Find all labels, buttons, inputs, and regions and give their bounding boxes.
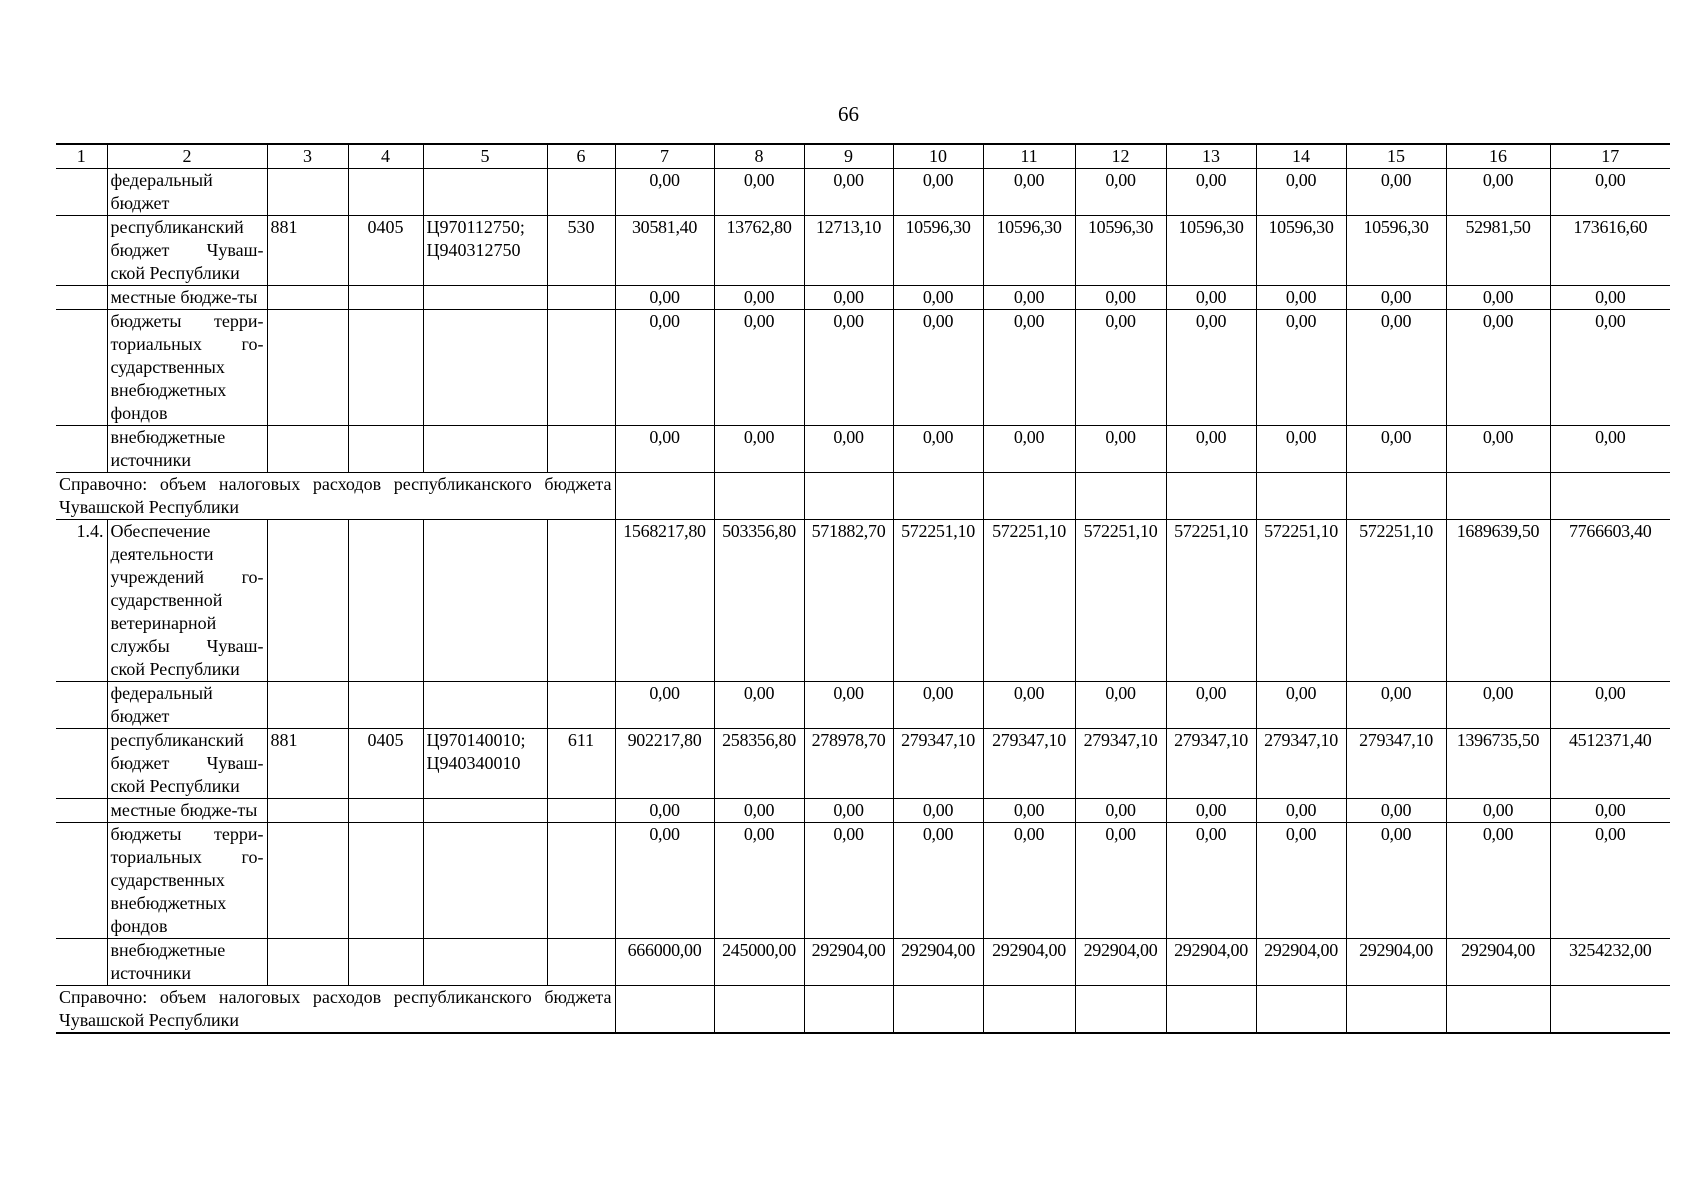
value-cell: 571882,70 — [804, 520, 893, 682]
column-number: 3 — [267, 144, 348, 169]
value-cell: 0,00 — [983, 169, 1075, 216]
funding-source: бюджеты терри-ториальных го-сударственных внебюджетных фондов — [107, 310, 267, 426]
empty-value-cell — [893, 473, 983, 520]
target-article-code — [423, 169, 547, 216]
row-number — [56, 426, 107, 473]
value-cell: 0,00 — [1446, 310, 1550, 426]
value-cell: 0,00 — [1550, 823, 1670, 939]
funding-source: внебюджетные источники — [107, 426, 267, 473]
value-cell: 0,00 — [1446, 799, 1550, 823]
value-cell: 0,00 — [1346, 286, 1446, 310]
empty-value-cell — [1446, 473, 1550, 520]
value-cell: 0,00 — [1075, 310, 1166, 426]
value-cell: 0,00 — [714, 169, 804, 216]
value-cell: 0,00 — [615, 799, 714, 823]
column-number: 8 — [714, 144, 804, 169]
value-cell: 0,00 — [1075, 823, 1166, 939]
reference-note-row — [56, 986, 1670, 1034]
target-article-code — [423, 823, 547, 939]
column-number: 2 — [107, 144, 267, 169]
column-number: 7 — [615, 144, 714, 169]
table-row — [56, 286, 1670, 310]
value-cell: 0,00 — [615, 286, 714, 310]
page-number: 66 — [838, 102, 859, 126]
value-cell: 0,00 — [1346, 682, 1446, 729]
empty-value-cell — [615, 986, 714, 1034]
value-cell: 292904,00 — [1075, 939, 1166, 986]
value-cell: 0,00 — [893, 426, 983, 473]
value-cell: 0,00 — [714, 823, 804, 939]
empty-value-cell — [983, 473, 1075, 520]
budget-code — [267, 799, 348, 823]
empty-value-cell — [1166, 473, 1256, 520]
value-cell: 258356,80 — [714, 729, 804, 799]
value-cell: 0,00 — [1075, 799, 1166, 823]
value-cell: 292904,00 — [893, 939, 983, 986]
expense-type-code: 530 — [547, 216, 615, 286]
value-cell: 0,00 — [1346, 823, 1446, 939]
funding-source: местные бюдже-ты — [107, 286, 267, 310]
budget-code: 881 — [267, 729, 348, 799]
budget-code — [267, 310, 348, 426]
empty-value-cell — [983, 986, 1075, 1034]
target-article-code: Ц970112750; Ц940312750 — [423, 216, 547, 286]
value-cell: 0,00 — [893, 823, 983, 939]
value-cell: 572251,10 — [1166, 520, 1256, 682]
value-cell: 572251,10 — [1256, 520, 1346, 682]
value-cell: 0,00 — [983, 310, 1075, 426]
table-row — [56, 216, 1670, 286]
table-row — [56, 310, 1670, 426]
value-cell: 292904,00 — [1446, 939, 1550, 986]
value-cell: 0,00 — [983, 799, 1075, 823]
value-cell: 503356,80 — [714, 520, 804, 682]
row-number: 1.4. — [56, 520, 107, 682]
value-cell: 1689639,50 — [1446, 520, 1550, 682]
column-number: 14 — [1256, 144, 1346, 169]
column-number: 4 — [348, 144, 423, 169]
target-article-code — [423, 682, 547, 729]
value-cell: 279347,10 — [1075, 729, 1166, 799]
value-cell: 0,00 — [1346, 426, 1446, 473]
section-code — [348, 286, 423, 310]
reference-note-row — [56, 473, 1670, 520]
value-cell: 10596,30 — [1256, 216, 1346, 286]
value-cell: 279347,10 — [1346, 729, 1446, 799]
value-cell: 0,00 — [1166, 682, 1256, 729]
section-code — [348, 426, 423, 473]
funding-source: федеральный бюджет — [107, 169, 267, 216]
budget-code — [267, 823, 348, 939]
value-cell: 0,00 — [893, 682, 983, 729]
empty-value-cell — [1346, 986, 1446, 1034]
column-number: 15 — [1346, 144, 1446, 169]
value-cell: 10596,30 — [1075, 216, 1166, 286]
section-code: 0405 — [348, 729, 423, 799]
value-cell: 572251,10 — [1346, 520, 1446, 682]
row-number — [56, 310, 107, 426]
section-code — [348, 520, 423, 682]
section-code — [348, 823, 423, 939]
funding-source: внебюджетные источники — [107, 939, 267, 986]
value-cell: 1568217,80 — [615, 520, 714, 682]
empty-value-cell — [1166, 986, 1256, 1034]
budget-code: 881 — [267, 216, 348, 286]
row-number — [56, 729, 107, 799]
value-cell: 0,00 — [1346, 799, 1446, 823]
value-cell: 0,00 — [1346, 169, 1446, 216]
value-cell: 0,00 — [893, 169, 983, 216]
value-cell: 0,00 — [983, 286, 1075, 310]
section-code — [348, 310, 423, 426]
value-cell: 0,00 — [615, 310, 714, 426]
value-cell: 666000,00 — [615, 939, 714, 986]
value-cell: 0,00 — [1075, 286, 1166, 310]
expense-type-code — [547, 823, 615, 939]
value-cell: 0,00 — [714, 799, 804, 823]
column-number: 12 — [1075, 144, 1166, 169]
row-number — [56, 799, 107, 823]
column-number: 9 — [804, 144, 893, 169]
budget-code — [267, 286, 348, 310]
empty-value-cell — [1346, 473, 1446, 520]
value-cell: 1396735,50 — [1446, 729, 1550, 799]
value-cell: 279347,10 — [1166, 729, 1256, 799]
target-article-code — [423, 426, 547, 473]
value-cell: 0,00 — [714, 682, 804, 729]
value-cell: 7766603,40 — [1550, 520, 1670, 682]
value-cell: 0,00 — [804, 799, 893, 823]
target-article-code — [423, 310, 547, 426]
column-number: 13 — [1166, 144, 1256, 169]
empty-value-cell — [1446, 986, 1550, 1034]
value-cell: 0,00 — [1256, 426, 1346, 473]
target-article-code — [423, 520, 547, 682]
table-row — [56, 169, 1670, 216]
column-number: 16 — [1446, 144, 1550, 169]
column-number: 5 — [423, 144, 547, 169]
target-article-code: Ц970140010; Ц940340010 — [423, 729, 547, 799]
expense-type-code — [547, 426, 615, 473]
value-cell: 0,00 — [714, 286, 804, 310]
value-cell: 0,00 — [1075, 426, 1166, 473]
value-cell: 0,00 — [1550, 310, 1670, 426]
budget-code — [267, 939, 348, 986]
section-code: 0405 — [348, 216, 423, 286]
value-cell: 0,00 — [615, 823, 714, 939]
empty-value-cell — [1256, 473, 1346, 520]
table-row — [56, 682, 1670, 729]
expense-type-code — [547, 520, 615, 682]
value-cell: 0,00 — [1075, 169, 1166, 216]
value-cell: 0,00 — [1446, 682, 1550, 729]
value-cell: 10596,30 — [893, 216, 983, 286]
funding-source: республиканский бюджет Чуваш-ской Республики — [107, 729, 267, 799]
column-number: 11 — [983, 144, 1075, 169]
value-cell: 0,00 — [1256, 169, 1346, 216]
value-cell: 0,00 — [1446, 823, 1550, 939]
budget-code — [267, 520, 348, 682]
value-cell: 279347,10 — [893, 729, 983, 799]
empty-value-cell — [615, 473, 714, 520]
expense-type-code — [547, 169, 615, 216]
value-cell: 10596,30 — [1166, 216, 1256, 286]
value-cell: 0,00 — [615, 682, 714, 729]
funding-source: Обеспечение деятельности учреждений го-сударственной ветеринарной службы Чуваш-ской Республики — [107, 520, 267, 682]
value-cell: 0,00 — [1166, 310, 1256, 426]
value-cell: 0,00 — [1256, 682, 1346, 729]
table-row — [56, 799, 1670, 823]
target-article-code — [423, 939, 547, 986]
value-cell: 572251,10 — [1075, 520, 1166, 682]
value-cell: 0,00 — [1256, 799, 1346, 823]
value-cell: 0,00 — [1256, 823, 1346, 939]
empty-value-cell — [1550, 986, 1670, 1034]
value-cell: 12713,10 — [804, 216, 893, 286]
budget-code — [267, 426, 348, 473]
value-cell: 0,00 — [804, 682, 893, 729]
row-number — [56, 216, 107, 286]
empty-value-cell — [1550, 473, 1670, 520]
section-code — [348, 799, 423, 823]
value-cell: 0,00 — [1166, 799, 1256, 823]
value-cell: 0,00 — [893, 310, 983, 426]
value-cell: 278978,70 — [804, 729, 893, 799]
value-cell: 3254232,00 — [1550, 939, 1670, 986]
section-code — [348, 939, 423, 986]
value-cell: 0,00 — [804, 426, 893, 473]
expense-type-code — [547, 286, 615, 310]
column-number: 1 — [56, 144, 107, 169]
table-row — [56, 520, 1670, 682]
value-cell: 0,00 — [1550, 682, 1670, 729]
table-row — [56, 939, 1670, 986]
value-cell: 572251,10 — [983, 520, 1075, 682]
empty-value-cell — [804, 986, 893, 1034]
value-cell: 0,00 — [893, 799, 983, 823]
value-cell: 0,00 — [1446, 286, 1550, 310]
value-cell: 0,00 — [893, 286, 983, 310]
target-article-code — [423, 286, 547, 310]
empty-value-cell — [714, 986, 804, 1034]
value-cell: 902217,80 — [615, 729, 714, 799]
value-cell: 0,00 — [1346, 310, 1446, 426]
row-number — [56, 939, 107, 986]
value-cell: 0,00 — [1550, 169, 1670, 216]
value-cell: 0,00 — [1166, 169, 1256, 216]
value-cell: 292904,00 — [1166, 939, 1256, 986]
value-cell: 292904,00 — [804, 939, 893, 986]
empty-value-cell — [1075, 473, 1166, 520]
value-cell: 0,00 — [1166, 286, 1256, 310]
funding-source: бюджеты терри-ториальных го-сударственных внебюджетных фондов — [107, 823, 267, 939]
empty-value-cell — [804, 473, 893, 520]
value-cell: 0,00 — [714, 426, 804, 473]
value-cell: 4512371,40 — [1550, 729, 1670, 799]
table-row — [56, 823, 1670, 939]
value-cell: 0,00 — [1075, 682, 1166, 729]
value-cell: 0,00 — [804, 823, 893, 939]
value-cell: 0,00 — [1256, 286, 1346, 310]
value-cell: 10596,30 — [1346, 216, 1446, 286]
expense-type-code — [547, 682, 615, 729]
value-cell: 0,00 — [983, 426, 1075, 473]
table-row — [56, 729, 1670, 799]
value-cell: 0,00 — [983, 682, 1075, 729]
budget-code — [267, 682, 348, 729]
value-cell: 245000,00 — [714, 939, 804, 986]
value-cell: 0,00 — [1256, 310, 1346, 426]
value-cell: 572251,10 — [893, 520, 983, 682]
expense-type-code — [547, 799, 615, 823]
reference-note: Справочно: объем налоговых расходов республиканского бюджета Чувашской Республики — [56, 473, 615, 520]
value-cell: 0,00 — [615, 426, 714, 473]
row-number — [56, 823, 107, 939]
value-cell: 0,00 — [1166, 426, 1256, 473]
value-cell: 0,00 — [983, 823, 1075, 939]
value-cell: 279347,10 — [1256, 729, 1346, 799]
empty-value-cell — [1075, 986, 1166, 1034]
value-cell: 0,00 — [804, 310, 893, 426]
value-cell: 10596,30 — [983, 216, 1075, 286]
value-cell: 0,00 — [1446, 169, 1550, 216]
funding-source: республиканский бюджет Чуваш-ской Республики — [107, 216, 267, 286]
column-number: 17 — [1550, 144, 1670, 169]
value-cell: 292904,00 — [1256, 939, 1346, 986]
empty-value-cell — [893, 986, 983, 1034]
value-cell: 279347,10 — [983, 729, 1075, 799]
empty-value-cell — [1256, 986, 1346, 1034]
column-number: 10 — [893, 144, 983, 169]
expense-type-code — [547, 310, 615, 426]
value-cell: 0,00 — [1446, 426, 1550, 473]
value-cell: 30581,40 — [615, 216, 714, 286]
budget-table — [56, 143, 1670, 1034]
value-cell: 0,00 — [615, 169, 714, 216]
value-cell: 292904,00 — [983, 939, 1075, 986]
value-cell: 0,00 — [1550, 426, 1670, 473]
value-cell: 0,00 — [714, 310, 804, 426]
funding-source: местные бюдже-ты — [107, 799, 267, 823]
value-cell: 0,00 — [1550, 799, 1670, 823]
row-number — [56, 169, 107, 216]
value-cell: 52981,50 — [1446, 216, 1550, 286]
section-code — [348, 682, 423, 729]
target-article-code — [423, 799, 547, 823]
row-number — [56, 286, 107, 310]
expense-type-code: 611 — [547, 729, 615, 799]
value-cell: 292904,00 — [1346, 939, 1446, 986]
value-cell: 0,00 — [804, 169, 893, 216]
column-number-row — [56, 144, 1670, 169]
row-number — [56, 682, 107, 729]
funding-source: федеральный бюджет — [107, 682, 267, 729]
reference-note: Справочно: объем налоговых расходов республиканского бюджета Чувашской Республики — [56, 986, 615, 1034]
value-cell: 0,00 — [804, 286, 893, 310]
empty-value-cell — [714, 473, 804, 520]
expense-type-code — [547, 939, 615, 986]
column-number: 6 — [547, 144, 615, 169]
table-row — [56, 426, 1670, 473]
value-cell: 0,00 — [1550, 286, 1670, 310]
value-cell: 173616,60 — [1550, 216, 1670, 286]
value-cell: 0,00 — [1166, 823, 1256, 939]
value-cell: 13762,80 — [714, 216, 804, 286]
budget-code — [267, 169, 348, 216]
section-code — [348, 169, 423, 216]
